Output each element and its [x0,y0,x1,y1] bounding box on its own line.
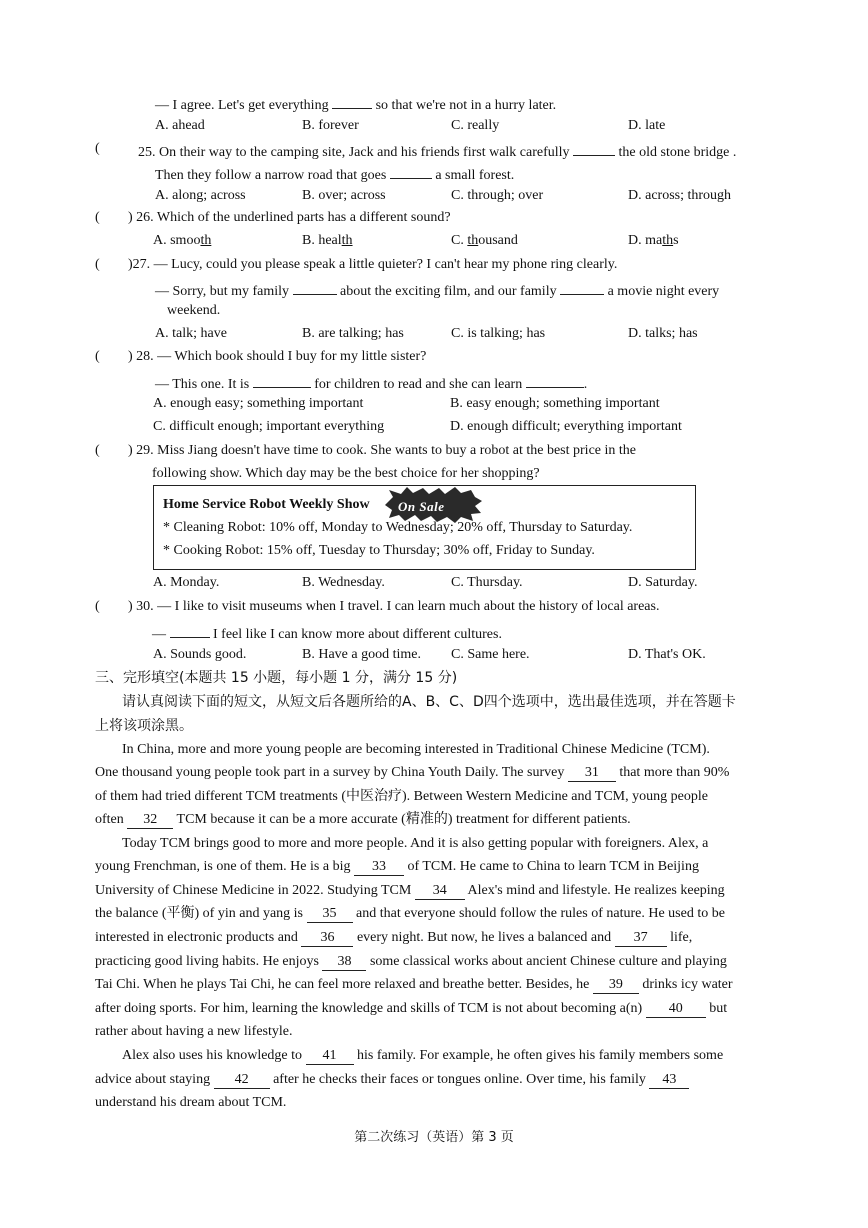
q25-stem-line2: Then they follow a narrow road that goes a small forest. [155,162,514,186]
answer-blank [573,139,615,156]
q30-stem-line1: ) 30. — I like to visit museums when I travel. I can learn much about the history of local areas. [128,599,660,614]
passage-line: young Frenchman, is one of them. He is a big 33 of TCM. He came to China to learn TCM in Beijing [95,859,699,874]
q27-option-b: B. are talking; has [302,326,404,341]
q25-option-a: A. along; across [155,188,246,203]
q28-stem-line1: ) 28. — Which book should I buy for my little sister? [128,349,427,364]
passage-line: often 32 TCM because it can be a more accurate (精准的) treatment for different patients. [95,812,631,827]
cloze-blank: 43 [649,1072,689,1089]
q24-option-c: C. really [451,118,500,133]
q24-option-a: A. ahead [155,118,205,133]
cloze-blank: 40 [646,1001,706,1018]
q29-option-a: A. Monday. [153,575,220,590]
q27-stem-line2: — Sorry, but my family about the exciting film, and our family a movie night every [155,278,719,302]
q28-option-a: A. enough easy; something important [153,396,364,411]
robot-show-cleaning: * Cleaning Robot: 10% off, Monday to Wednesday; 20% off, Thursday to Saturday. [163,520,633,535]
robot-show-title: Home Service Robot Weekly Show [163,497,370,512]
q27-option-a: A. talk; have [155,326,227,341]
q29-stem-line2: following show. Which day may be the best choice for her shopping? [152,466,540,481]
cloze-blank: 37 [615,930,667,947]
q28-option-b: B. easy enough; something important [450,396,660,411]
q26-option-c: C. thousand [451,233,518,248]
passage-line: understand his dream about TCM. [95,1095,287,1110]
section-instruction-line1: 请认真阅读下面的短文，从短文后各题所给的A、B、C、D四个选项中，选出最佳选项，并在答题卡 [122,694,736,710]
q30-option-a: A. Sounds good. [153,647,247,662]
passage-line: advice about staying 42 after he checks their faces or tongues online. Over time, his family 43 [95,1070,689,1090]
cloze-blank: 35 [307,906,353,923]
answer-blank [526,371,584,388]
robot-show-cooking: * Cooking Robot: 15% off, Tuesday to Thursday; 30% off, Friday to Sunday. [163,543,595,558]
cloze-blank: 34 [415,883,465,900]
section-instruction-line2: 上将该项涂黑。 [95,718,193,734]
cloze-blank: 39 [593,977,639,994]
answer-blank [390,162,432,179]
q25-stem-line1: 25. On their way to the camping site, Jack and his friends first walk carefully the old stone bridge . [138,139,736,163]
passage-line: after doing sports. For him, learning the knowledge and skills of TCM is not about becoming a(n) 40 but [95,1001,728,1016]
q30-option-d: D. That's OK. [628,647,706,662]
passage-line: In China, more and more young people are becoming interested in Traditional Chinese Medicine (TCM). [122,742,710,757]
cloze-blank: 36 [301,930,353,947]
q26-paren: ( [95,210,100,225]
q27-stem-line3: weekend. [167,303,221,318]
q30-option-c: C. Same here. [451,647,530,662]
passage-line: One thousand young people took part in a survey by China Youth Daily. The survey 31 that more than 90% [95,765,730,780]
answer-blank [332,92,372,109]
q26-option-b: B. health [302,233,353,248]
q26-option-a: A. smooth [153,233,212,248]
passage-line: the balance (平衡) of yin and yang is 35 and that everyone should follow the rules of nature. He used to be [95,906,725,921]
section-heading: 三、完形填空(本题共 15 小题，每小题 1 分，满分 15 分) [95,670,458,686]
passage-line: of them had tried different TCM treatments (中医治疗). Between Western Medicine and TCM, young people [95,789,708,804]
passage-line: Tai Chi. When he plays Tai Chi, he can feel more relaxed and breathe better. Besides, he 39 drinks icy water [95,977,733,992]
q30-option-b: B. Have a good time. [302,647,421,662]
cloze-blank: 31 [568,765,616,782]
passage-line: Alex also uses his knowledge to 41 his family. For example, he often gives his family members some [122,1048,724,1063]
passage-line: University of Chinese Medicine in 2022. Studying TCM 34 Alex's mind and lifestyle. He realizes keeping [95,883,725,898]
q29-stem-line1: ) 29. Miss Jiang doesn't have time to cook. She wants to buy a robot at the best price in the [128,443,636,458]
q25-paren: ( [95,141,100,156]
q30-paren: ( [95,599,100,614]
q27-option-d: D. talks; has [628,326,698,341]
q25-option-c: C. through; over [451,188,544,203]
q30-stem-line2: — I feel like I can know more about different cultures. [152,621,502,645]
q25-option-b: B. over; across [302,188,386,203]
answer-blank [560,278,604,295]
passage-line: practicing good living habits. He enjoys 38 some classical works about ancient Chinese culture and playing [95,954,727,969]
q28-paren: ( [95,349,100,364]
page-footer: 第二次练习（英语）第 3 页 [354,1130,514,1145]
q29-paren: ( [95,443,100,458]
cloze-blank: 41 [306,1048,354,1065]
q27-paren: ( [95,257,100,272]
q28-stem-line2: — This one. It is for children to read and she can learn . [155,371,587,395]
cloze-blank: 38 [322,954,366,971]
passage-line: Today TCM brings good to more and more people. And it is also getting popular with foreigners. Alex, a [122,836,709,851]
q29-option-b: B. Wednesday. [302,575,385,590]
q24-line: — I agree. Let's get everything so that we're not in a hurry later. [155,92,556,116]
cloze-blank: 33 [354,859,404,876]
q27-stem-line1: )27. — Lucy, could you please speak a little quieter? I can't hear my phone ring clearly. [128,257,618,272]
answer-blank [253,371,311,388]
q26-stem: ) 26. Which of the underlined parts has a different sound? [128,210,451,225]
q27-option-c: C. is talking; has [451,326,546,341]
q24-option-d: D. late [628,118,666,133]
answer-blank [170,621,210,638]
on-sale-stamp-text: On Sale [398,499,445,514]
q28-option-c: C. difficult enough; important everything [153,419,385,434]
q28-option-d: D. enough difficult; everything important [450,419,682,434]
q25-option-d: D. across; through [628,188,732,203]
q29-option-c: C. Thursday. [451,575,523,590]
q24-option-b: B. forever [302,118,359,133]
cloze-blank: 32 [127,812,173,829]
passage-line: interested in electronic products and 36 every night. But now, he lives a balanced and 37 life, [95,930,693,945]
q29-option-d: D. Saturday. [628,575,698,590]
passage-line: rather about having a new lifestyle. [95,1024,293,1039]
answer-blank [293,278,337,295]
cloze-blank: 42 [214,1072,270,1089]
q26-option-d: D. maths [628,233,679,248]
